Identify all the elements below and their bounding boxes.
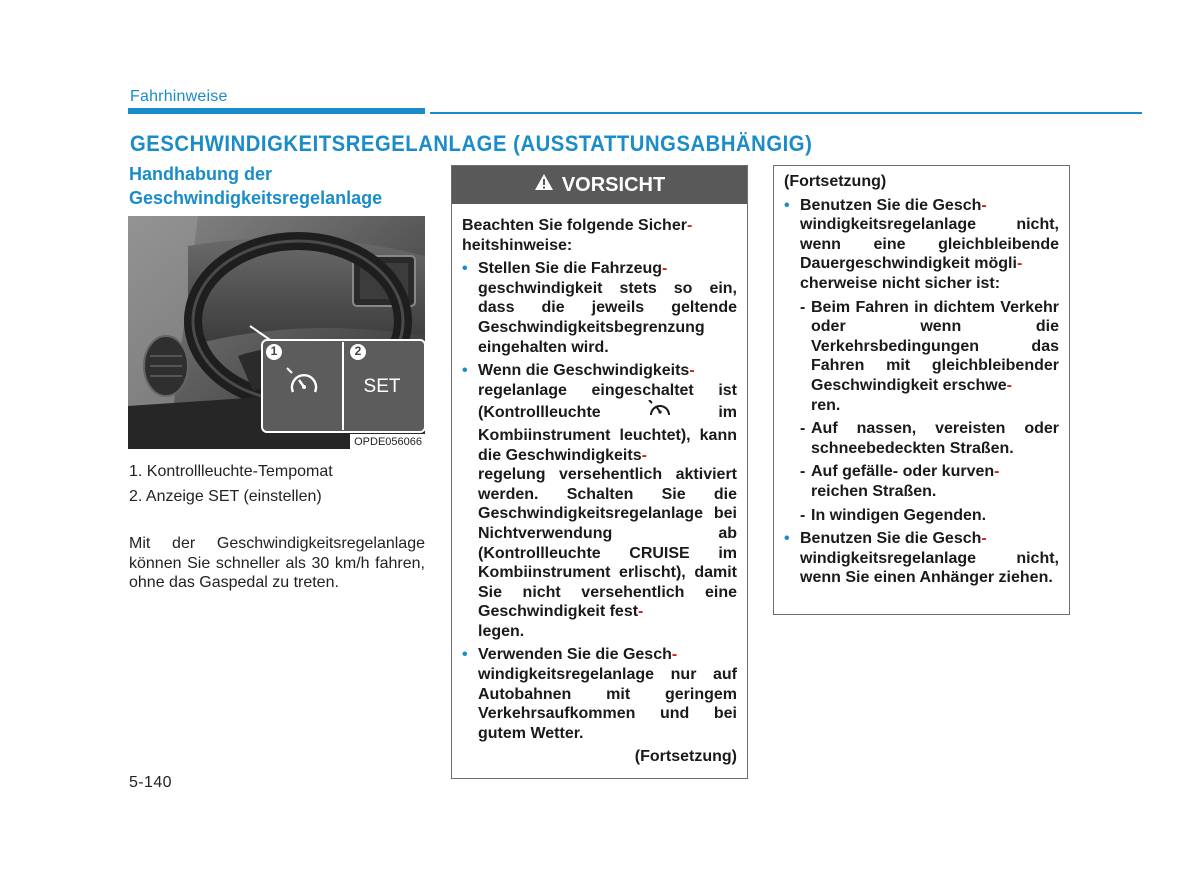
set-label: SET [363,376,401,397]
caution-item-1: • Stellen Sie die Fahrzeug- geschwindigkeit stets so ein, dass die jeweils geltende Geschwindigkeitsbegrenzung eingehalten wird. [462,259,737,357]
continuation-subitem-4: - In windigen Gegenden. [800,506,987,524]
legend-item-2: 2. Anzeige SET (einstellen) [129,488,322,505]
cruise-indicator-icon [646,400,674,426]
caution-title: VORSICHT [561,173,666,196]
intro-paragraph: Mit der Geschwindigkeitsregelanlage können Sie schneller als 30 km/h fahren, ohne das Gaspedal zu treten. [129,535,425,592]
caution-item-2: • Wenn die Geschwindigkeits- regelanlage eingeschaltet ist (Kontrollleuchte im Kombiinstrument leuchtet), kann die Geschwindigkeits- regelung versehentlich aktiviert werden. Schalten Sie die Geschwindigkeitsregelanlage bei Nichtverwendung ab (Kontrollleuchte CRUISE im Kombiinstrument erlischt), damit Sie nicht versehentlich eine Geschwindigkeit fest- legen. [462,361,737,641]
caution-header [452,166,747,204]
header-rule-thick [128,108,425,114]
continuation-subitem-1: - Beim Fahren in dichtem Verkehr oder wenn die Verkehrsbedingungen das Fahren mit gleichbleibender Geschwindigkeit erschwe- ren. [800,298,1059,414]
caution-continued: (Fortsetzung) [634,748,737,766]
legend-item-1: 1. Kontrollleuchte-Tempomat [129,463,333,480]
header-rule-thin [430,112,1142,114]
caution-intro: Beachten Sie folgende Sicher- heitshinweise: [462,217,693,254]
warning-icon [534,173,554,197]
continuation-box [773,165,1070,615]
caution-item-3: • Verwenden Sie die Gesch- windigkeitsregelanlage nur auf Autobahnen mit geringem Verkehrsaufkommen und bei gutem Wetter. [462,645,737,743]
caution-box [451,165,748,779]
sub-heading-line2: Geschwindigkeitsregelanlage [129,188,383,208]
continuation-item-1: • Benutzen Sie die Gesch- windigkeitsregelanlage nicht, wenn eine gleichbleibende Dauergeschwindigkeit mögli- cherweise nicht sicher ist: [784,196,1059,294]
image-code: OPDE056066 [350,434,425,449]
section-label: Fahrhinweise [130,88,228,105]
continuation-subitem-3: - Auf gefälle- oder kurven- reichen Straßen. [800,463,1000,500]
continuation-item-2: • Benutzen Sie die Gesch- windigkeitsregelanlage nicht, wenn Sie einen Anhänger ziehen. [784,529,1059,588]
callout-1-number: 1 [270,344,278,358]
callout-2-number: 2 [354,344,362,358]
sub-heading-line1: Handhabung der [129,164,272,184]
continuation-subitem-2: - Auf nassen, vereisten oder schneebedeckten Straßen. [800,420,1059,457]
page-title: GESCHWINDIGKEITSREGELANLAGE (AUSSTATTUNGSABHÄNGIG) [130,131,813,156]
dashboard-photo [128,216,425,449]
sub-heading [129,162,429,210]
continuation-header: (Fortsetzung) [784,173,887,190]
dashboard-illustration [128,216,425,449]
page-number: 5-140 [129,774,172,791]
legend-list [129,459,429,509]
